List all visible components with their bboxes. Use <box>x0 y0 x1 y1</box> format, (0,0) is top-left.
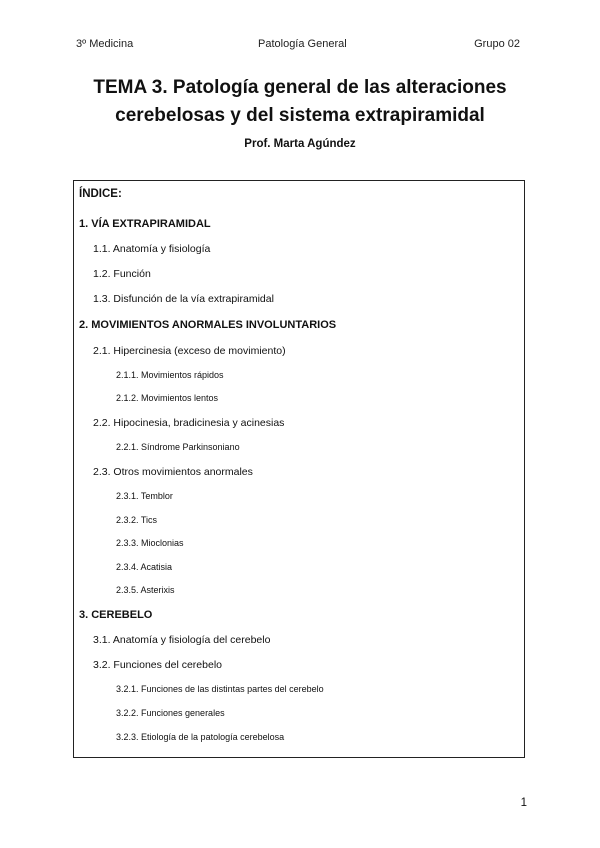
toc-subsubsection: 2.3.5. Asterixis <box>116 585 175 595</box>
toc-subsubsection: 2.3.3. Mioclonias <box>116 538 184 548</box>
title-line-1: TEMA 3. Patología general de las alteraciones <box>93 77 507 98</box>
page-number: 1 <box>520 797 527 809</box>
toc-subsection: 3.2. Funciones del cerebelo <box>93 659 222 671</box>
toc-subsubsection: 2.1.1. Movimientos rápidos <box>116 370 224 380</box>
toc-subsection: 2.3. Otros movimientos anormales <box>93 466 253 478</box>
toc-subsection: 1.3. Disfunción de la vía extrapiramidal <box>93 293 274 305</box>
toc-subsubsection: 2.1.2. Movimientos lentos <box>116 393 219 403</box>
toc-subsubsection: 3.2.2. Funciones generales <box>116 708 225 718</box>
title-line-2: cerebelosas y del sistema extrapiramidal <box>115 105 485 126</box>
toc-subsubsection: 2.3.4. Acatisia <box>116 562 173 572</box>
toc-section: 1. VÍA EXTRAPIRAMIDAL <box>79 218 211 230</box>
toc-subsubsection: 3.2.1. Funciones de las distintas partes del cerebelo <box>116 684 324 694</box>
author: Prof. Marta Agúndez <box>244 138 356 150</box>
toc-subsection: 1.1. Anatomía y fisiología <box>93 243 211 255</box>
toc-section: 2. MOVIMIENTOS ANORMALES INVOLUNTARIOS <box>79 319 337 331</box>
header-course: 3º Medicina <box>76 38 134 50</box>
toc-heading: ÍNDICE: <box>79 188 122 200</box>
header-group: Grupo 02 <box>474 38 520 50</box>
toc-subsubsection: 2.2.1. Síndrome Parkinsoniano <box>116 442 240 452</box>
document-title <box>60 74 540 130</box>
toc-subsection: 2.1. Hipercinesia (exceso de movimiento) <box>93 345 286 357</box>
toc-subsection: 3.1. Anatomía y fisiología del cerebelo <box>93 634 271 646</box>
toc-subsection: 1.2. Función <box>93 268 151 280</box>
table-of-contents <box>73 180 525 758</box>
toc-subsubsection: 2.3.2. Tics <box>116 515 158 525</box>
header-subject: Patología General <box>258 38 347 50</box>
toc-section: 3. CEREBELO <box>79 609 153 621</box>
toc-subsubsection: 3.2.3. Etiología de la patología cerebelosa <box>116 732 285 742</box>
toc-subsection: 2.2. Hipocinesia, bradicinesia y acinesias <box>93 417 285 429</box>
toc-subsubsection: 2.3.1. Temblor <box>116 491 173 501</box>
